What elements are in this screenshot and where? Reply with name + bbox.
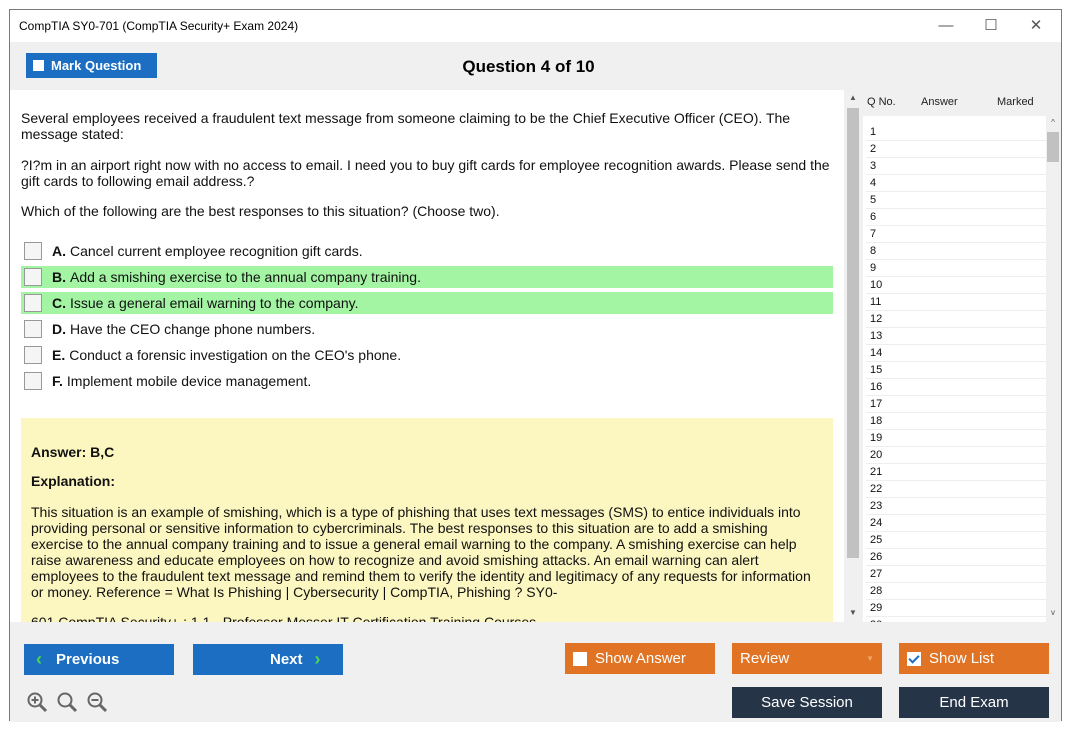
save-session-button[interactable]: Save Session xyxy=(732,687,882,718)
question-list-row[interactable]: 13 xyxy=(866,328,1046,345)
question-list-row[interactable]: 22 xyxy=(866,481,1046,498)
question-list-row[interactable]: 1 xyxy=(866,124,1046,141)
content-scrollbar[interactable] xyxy=(846,90,860,622)
option-letter: D. xyxy=(52,321,66,337)
question-header xyxy=(10,42,1061,90)
option-checkbox[interactable] xyxy=(24,372,42,390)
exam-window xyxy=(9,9,1062,721)
explanation-text: This situation is an example of smishing, which is a type of phishing that uses text messages (SMS) to entice individuals into providing personal or sensitive information to cybercriminals. The best responses to this situation are to add a smishing exercise to the annual company training and to issue a general email warning to the company. A smishing exercise can help raise awareness and educate employees on how to recognize and avoid smishing attacks. An email warning can alert employees to the fraudulent text message and remind them to verify the identity and legitimacy of any requests for information or money. Reference = What Is Phishing | Cybersecurity | CompTIA, Phishing ? SY0- xyxy=(31,504,811,600)
question-list-row[interactable]: 14 xyxy=(866,345,1046,362)
qno-column-header: Q No. xyxy=(867,96,896,108)
answer-label: Answer: B,C xyxy=(31,444,115,460)
question-list-row[interactable]: 4 xyxy=(866,175,1046,192)
window-title: CompTIA SY0-701 (CompTIA Security+ Exam 2024) xyxy=(19,19,299,33)
option-text: Cancel current employee recognition gift cards. xyxy=(70,243,363,259)
show-answer-button[interactable] xyxy=(565,643,715,674)
question-list-row[interactable]: 9 xyxy=(866,260,1046,277)
question-list-row[interactable]: 29 xyxy=(866,600,1046,617)
maximize-button[interactable]: ☐ xyxy=(984,17,998,34)
option-f[interactable] xyxy=(21,370,833,392)
question-list-scrollbar[interactable] xyxy=(1046,116,1060,622)
question-list-row[interactable]: 11 xyxy=(866,294,1046,311)
option-checkbox[interactable] xyxy=(24,242,42,260)
minimize-button[interactable]: — xyxy=(938,17,954,34)
show-answer-label: Show Answer xyxy=(595,650,686,667)
question-list-row[interactable]: 23 xyxy=(866,498,1046,515)
mark-question-label: Mark Question xyxy=(51,58,142,73)
footer-toolbar xyxy=(10,622,1061,722)
question-list-row[interactable]: 26 xyxy=(866,549,1046,566)
list-scroll-down-icon[interactable]: v xyxy=(1051,608,1055,617)
scroll-down-arrow-icon[interactable]: ▼ xyxy=(849,608,857,617)
option-text: Have the CEO change phone numbers. xyxy=(70,321,316,337)
question-list-row[interactable]: 27 xyxy=(866,566,1046,583)
option-text: Issue a general email warning to the company. xyxy=(70,295,359,311)
show-list-checkbox-icon xyxy=(907,652,921,666)
option-checkbox[interactable] xyxy=(24,346,42,364)
end-exam-button[interactable]: End Exam xyxy=(899,687,1049,718)
question-list-row[interactable]: 8 xyxy=(866,243,1046,260)
question-list-row[interactable]: 21 xyxy=(866,464,1046,481)
question-list-row[interactable]: 19 xyxy=(866,430,1046,447)
question-content xyxy=(10,90,844,622)
question-list-row[interactable]: 2 xyxy=(866,141,1046,158)
question-list-row[interactable]: 18 xyxy=(866,413,1046,430)
title-bar xyxy=(10,10,1061,42)
previous-label: Previous xyxy=(56,651,120,668)
previous-button[interactable] xyxy=(24,644,174,675)
option-letter: E. xyxy=(52,347,66,363)
zoom-reset-icon[interactable] xyxy=(56,691,78,713)
option-a[interactable] xyxy=(21,240,833,262)
option-checkbox[interactable] xyxy=(24,268,42,286)
option-checkbox[interactable] xyxy=(24,320,42,338)
chevron-right-icon: › xyxy=(314,649,321,669)
marked-column-header: Marked xyxy=(997,96,1034,108)
list-scroll-up-icon[interactable]: ^ xyxy=(1051,118,1055,127)
explanation-label: Explanation: xyxy=(31,473,116,489)
review-label: Review xyxy=(740,650,790,667)
question-prompt: Which of the following are the best responses to this situation? (Choose two). xyxy=(21,203,500,219)
option-c[interactable] xyxy=(21,292,833,314)
list-scrollbar-thumb[interactable] xyxy=(1047,132,1059,162)
next-label: Next xyxy=(270,651,303,668)
close-button[interactable]: ✕ xyxy=(1029,17,1043,34)
question-quote: ?I?m in an airport right now with no access to email. I need you to buy gift cards for employee recognition awards. Please send the gift cards to following email address.? xyxy=(21,157,830,189)
show-list-button[interactable] xyxy=(899,643,1049,674)
option-text: Add a smishing exercise to the annual company training. xyxy=(70,269,421,285)
scrollbar-thumb[interactable] xyxy=(847,108,859,558)
question-list-row[interactable]: 3 xyxy=(866,158,1046,175)
next-button[interactable] xyxy=(193,644,343,675)
option-letter: C. xyxy=(52,295,66,311)
question-list-row[interactable]: 16 xyxy=(866,379,1046,396)
question-list xyxy=(863,90,1060,622)
option-d[interactable] xyxy=(21,318,833,340)
zoom-in-icon[interactable] xyxy=(26,691,48,713)
question-title: Question 4 of 10 xyxy=(462,57,595,76)
option-e[interactable] xyxy=(21,344,833,366)
chevron-down-icon: ▼ xyxy=(866,654,874,663)
question-list-row[interactable]: 15 xyxy=(866,362,1046,379)
question-list-row[interactable]: 10 xyxy=(866,277,1046,294)
zoom-out-icon[interactable] xyxy=(86,691,108,713)
review-dropdown[interactable] xyxy=(732,643,882,674)
show-answer-checkbox-icon xyxy=(573,652,587,666)
option-letter: B. xyxy=(52,269,66,285)
option-b[interactable] xyxy=(21,266,833,288)
question-list-row[interactable]: 5 xyxy=(866,192,1046,209)
option-text: Implement mobile device management. xyxy=(66,373,312,389)
option-letter: A. xyxy=(52,243,66,259)
question-list-header xyxy=(863,90,1060,116)
option-text: Conduct a forensic investigation on the CEO's phone. xyxy=(69,347,402,363)
question-list-row[interactable]: 7 xyxy=(866,226,1046,243)
chevron-left-icon: ‹ xyxy=(36,649,42,669)
option-checkbox[interactable] xyxy=(24,294,42,312)
option-letter: F. xyxy=(52,373,63,389)
question-list-row[interactable]: 12 xyxy=(866,311,1046,328)
question-list-row[interactable]: 24 xyxy=(866,515,1046,532)
question-stem: Several employees received a fraudulent text message from someone claiming to be the Chief Executive Officer (CEO). The message stated: xyxy=(21,110,791,142)
question-list-row[interactable]: 25 xyxy=(866,532,1046,549)
answer-panel xyxy=(21,418,833,628)
question-list-row[interactable]: 6 xyxy=(866,209,1046,226)
question-list-row[interactable]: 28 xyxy=(866,583,1046,600)
question-list-row[interactable]: 20 xyxy=(866,447,1046,464)
scroll-up-arrow-icon[interactable]: ▲ xyxy=(849,93,857,102)
show-list-label: Show List xyxy=(929,650,995,667)
question-list-row[interactable]: 17 xyxy=(866,396,1046,413)
answer-column-header: Answer xyxy=(921,96,958,108)
